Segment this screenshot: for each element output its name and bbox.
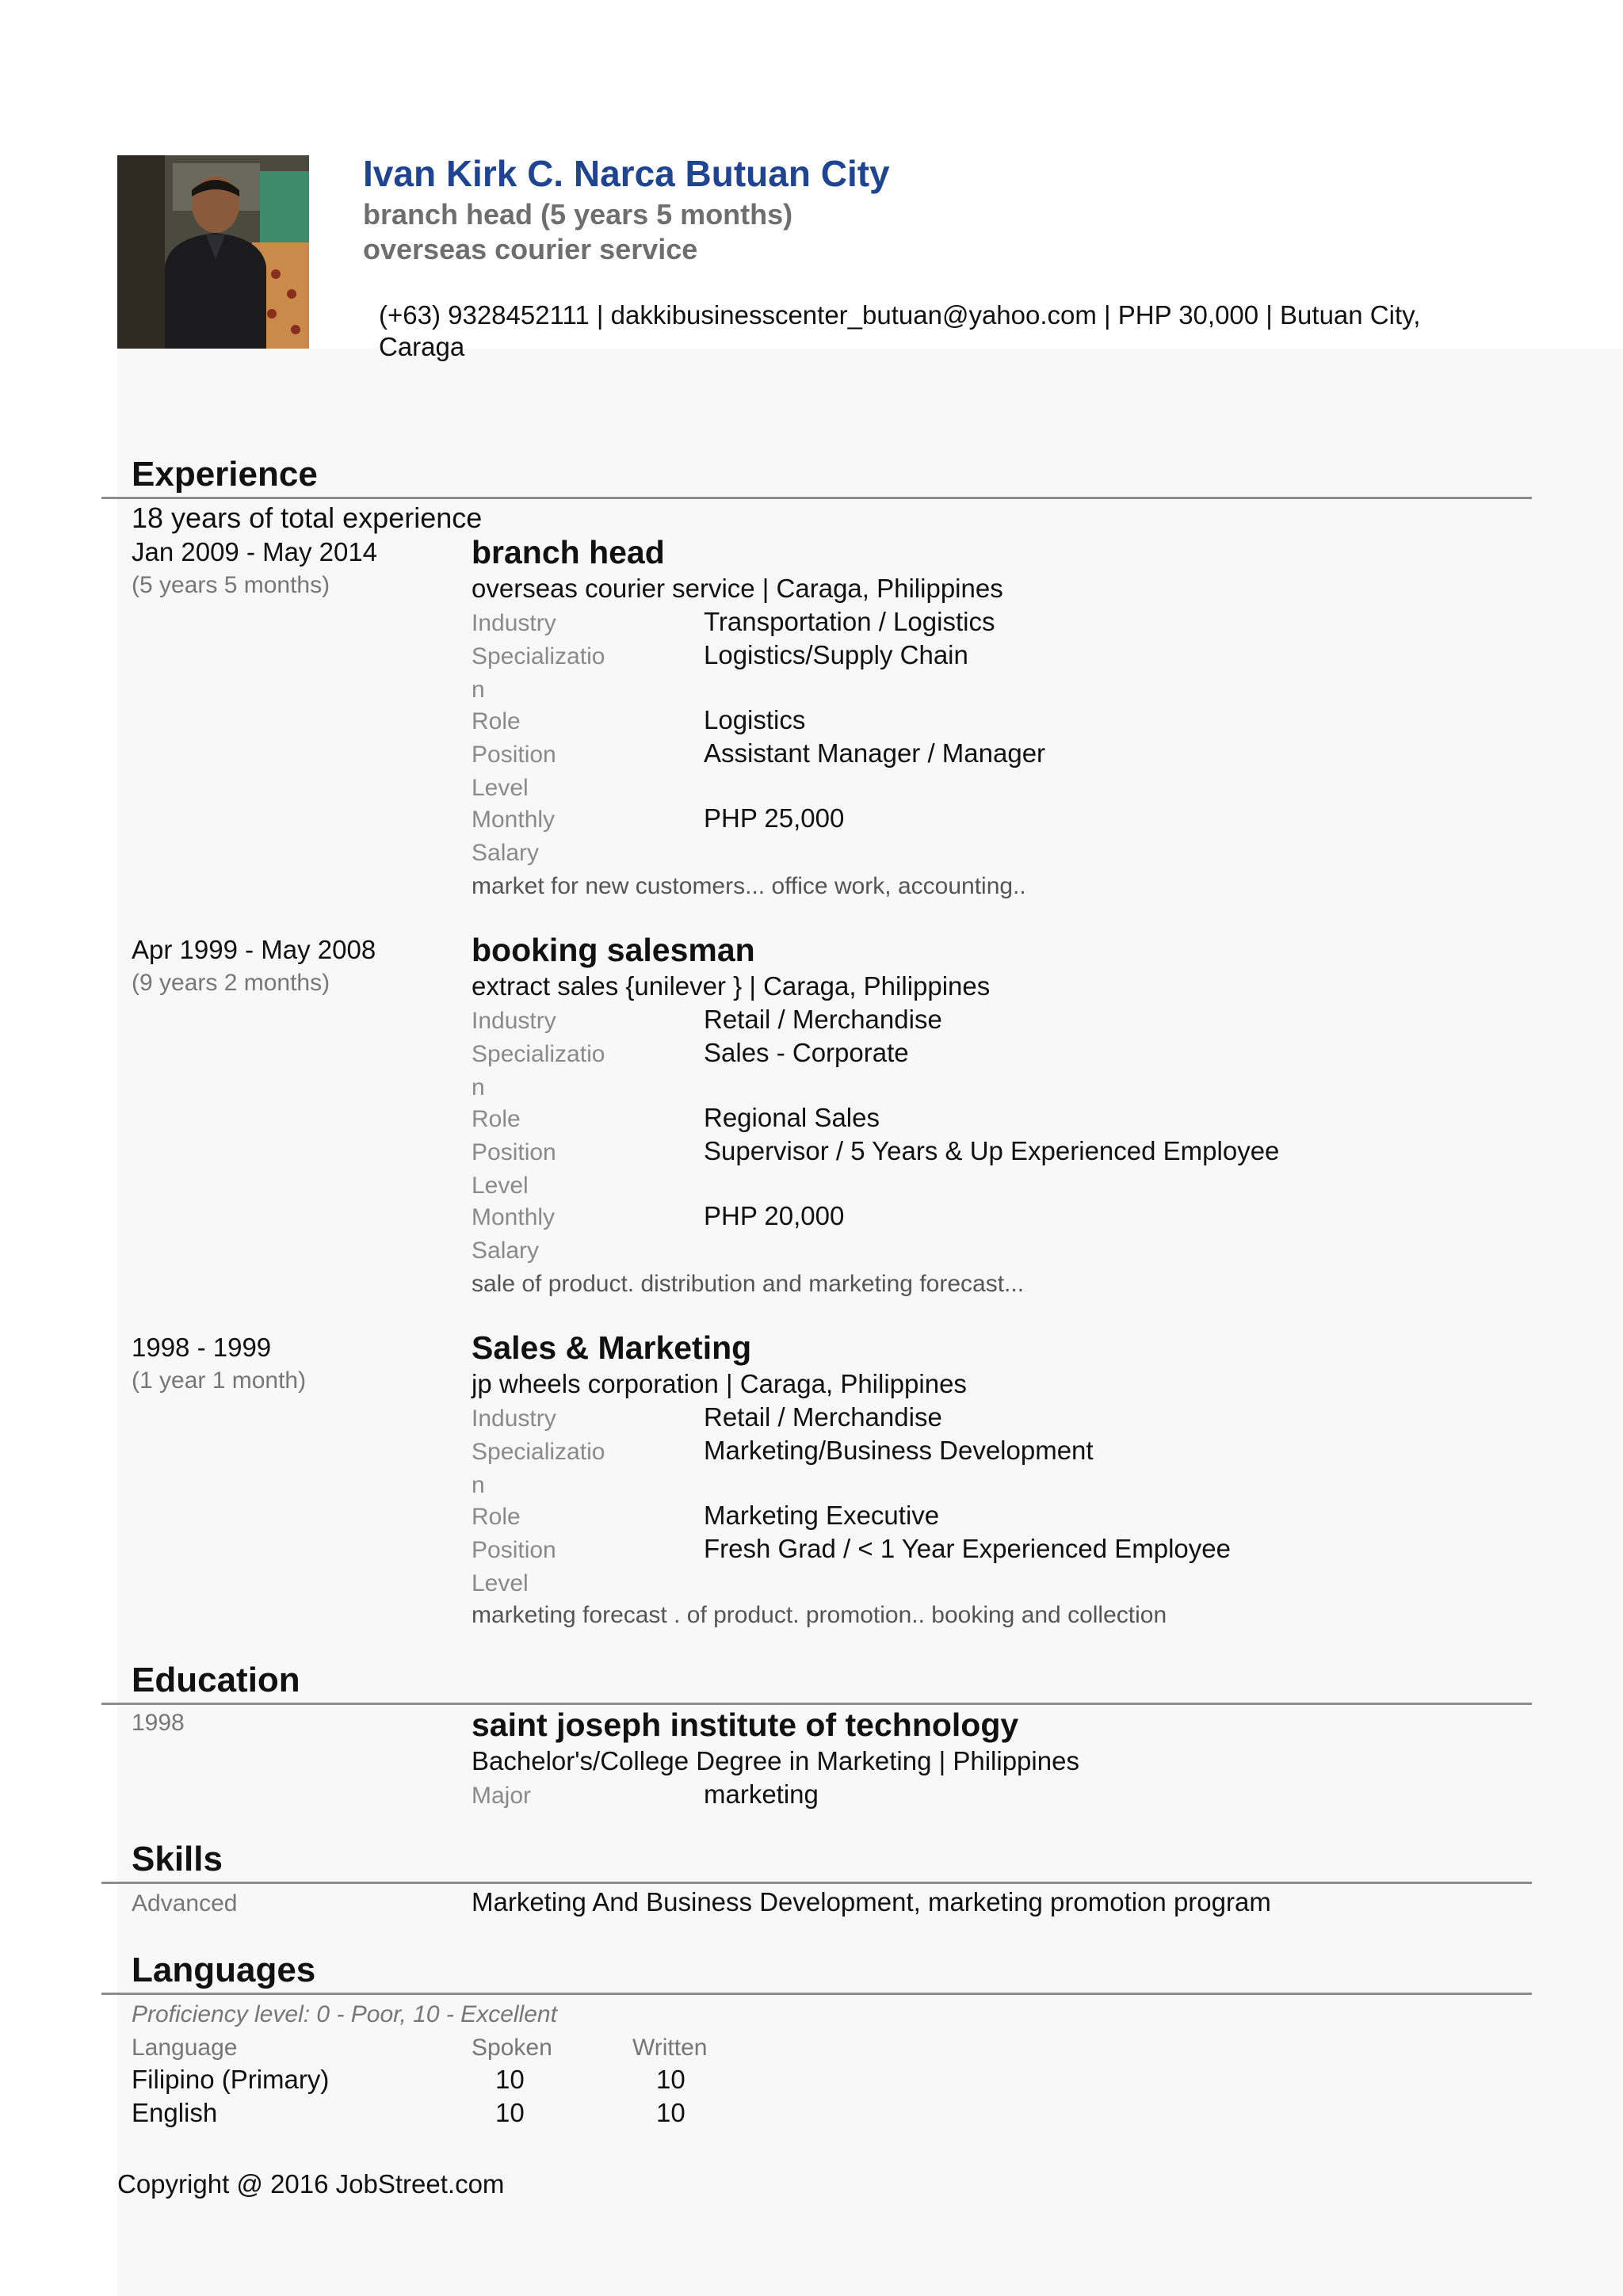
job-description: sale of product. distribution and marketing forecast...	[472, 1271, 1025, 1297]
current-company: overseas courier service	[363, 233, 698, 265]
role-value: Marketing Executive	[704, 1501, 940, 1530]
salary-label: Monthly	[472, 807, 556, 833]
salary-label-wrap: Salary	[472, 1238, 540, 1264]
section-divider	[101, 1882, 1532, 1884]
specialization-label-wrap: n	[472, 1074, 485, 1100]
candidate-name: Ivan Kirk C. Narca Butuan City	[363, 153, 890, 194]
section-title-skills: Skills	[132, 1840, 223, 1878]
school-name: saint joseph institute of technology	[472, 1707, 1019, 1743]
skill-level: Advanced	[132, 1890, 238, 1917]
proficiency-note: Proficiency level: 0 - Poor, 10 - Excellent	[132, 2001, 557, 2027]
section-divider	[101, 1703, 1532, 1705]
role-value: Logistics	[704, 705, 806, 734]
job-title: branch head	[472, 534, 665, 570]
section-divider	[101, 497, 1532, 499]
salary-label-wrap: Salary	[472, 840, 540, 866]
position-level-label: Position	[472, 742, 556, 768]
position-level-value: Assistant Manager / Manager	[704, 738, 1046, 768]
profile-photo	[117, 155, 309, 349]
skill-list: Marketing And Business Development, marketing promotion program	[472, 1887, 1271, 1917]
current-position: branch head (5 years 5 months)	[363, 198, 793, 231]
role-label: Role	[472, 1106, 521, 1132]
salary-value: PHP 25,000	[704, 803, 845, 833]
role-value: Regional Sales	[704, 1103, 880, 1132]
language-name: Filipino (Primary)	[132, 2065, 330, 2094]
contact-line-1: (+63) 9328452111 | dakkibusinesscenter_butuan@yahoo.com | PHP 30,000 | Butuan City,	[379, 300, 1421, 330]
role-label: Role	[472, 708, 521, 734]
position-level-label-wrap: Level	[472, 1570, 529, 1596]
language-name: English	[132, 2098, 218, 2127]
specialization-value: Logistics/Supply Chain	[704, 640, 968, 669]
major-value: marketing	[704, 1779, 819, 1809]
language-spoken: 10	[495, 2065, 525, 2094]
position-level-label-wrap: Level	[472, 1173, 529, 1199]
position-level-value: Fresh Grad / < 1 Year Experienced Employee	[704, 1534, 1231, 1563]
degree: Bachelor's/College Degree in Marketing | Philippines	[472, 1746, 1079, 1775]
job-description: market for new customers... office work, accounting..	[472, 873, 1026, 899]
section-title-experience: Experience	[132, 455, 318, 494]
job-dates: 1998 - 1999	[132, 1333, 272, 1362]
job-company: overseas courier service | Caraga, Philippines	[472, 574, 1003, 603]
salary-value: PHP 20,000	[704, 1201, 845, 1230]
specialization-value: Marketing/Business Development	[704, 1436, 1094, 1465]
job-company: extract sales {unilever } | Caraga, Philippines	[472, 971, 991, 1001]
specialization-label: Specializatio	[472, 643, 605, 669]
copyright-footer: Copyright @ 2016 JobStreet.com	[117, 2169, 505, 2199]
industry-value: Transportation / Logistics	[704, 607, 995, 636]
specialization-label: Specializatio	[472, 1041, 605, 1067]
contact-line-2: Caraga	[379, 332, 465, 361]
job-company: jp wheels corporation | Caraga, Philippines	[472, 1369, 967, 1398]
role-label: Role	[472, 1504, 521, 1530]
industry-label: Industry	[472, 1405, 556, 1432]
position-level-value: Supervisor / 5 Years & Up Experienced Employee	[704, 1136, 1280, 1165]
section-divider	[101, 1993, 1532, 1995]
language-spoken: 10	[495, 2098, 525, 2127]
specialization-label-wrap: n	[472, 1472, 485, 1498]
specialization-label-wrap: n	[472, 677, 485, 703]
industry-value: Retail / Merchandise	[704, 1402, 942, 1432]
language-written: 10	[656, 2065, 685, 2094]
job-title: booking salesman	[472, 932, 755, 968]
column-header-language: Language	[132, 2035, 238, 2061]
column-header-spoken: Spoken	[472, 2035, 552, 2061]
column-header-written: Written	[632, 2035, 708, 2061]
total-experience: 18 years of total experience	[132, 502, 483, 534]
position-level-label: Position	[472, 1537, 556, 1563]
job-duration: (9 years 2 months)	[132, 970, 330, 996]
job-duration: (1 year 1 month)	[132, 1367, 307, 1394]
major-label: Major	[472, 1783, 532, 1809]
industry-label: Industry	[472, 610, 556, 636]
position-level-label-wrap: Level	[472, 775, 529, 801]
job-title: Sales & Marketing	[472, 1329, 752, 1366]
industry-value: Retail / Merchandise	[704, 1005, 942, 1034]
job-dates: Jan 2009 - May 2014	[132, 537, 378, 566]
position-level-label: Position	[472, 1139, 556, 1165]
education-year: 1998	[132, 1710, 185, 1736]
salary-label: Monthly	[472, 1204, 556, 1230]
industry-label: Industry	[472, 1008, 556, 1034]
section-title-languages: Languages	[132, 1951, 316, 1989]
language-written: 10	[656, 2098, 685, 2127]
section-title-education: Education	[132, 1661, 300, 1699]
specialization-label: Specializatio	[472, 1439, 605, 1465]
job-duration: (5 years 5 months)	[132, 572, 330, 598]
specialization-value: Sales - Corporate	[704, 1038, 909, 1067]
person-photo-icon	[117, 155, 309, 349]
job-dates: Apr 1999 - May 2008	[132, 935, 376, 964]
job-description: marketing forecast . of product. promotion.. booking and collection	[472, 1602, 1167, 1628]
